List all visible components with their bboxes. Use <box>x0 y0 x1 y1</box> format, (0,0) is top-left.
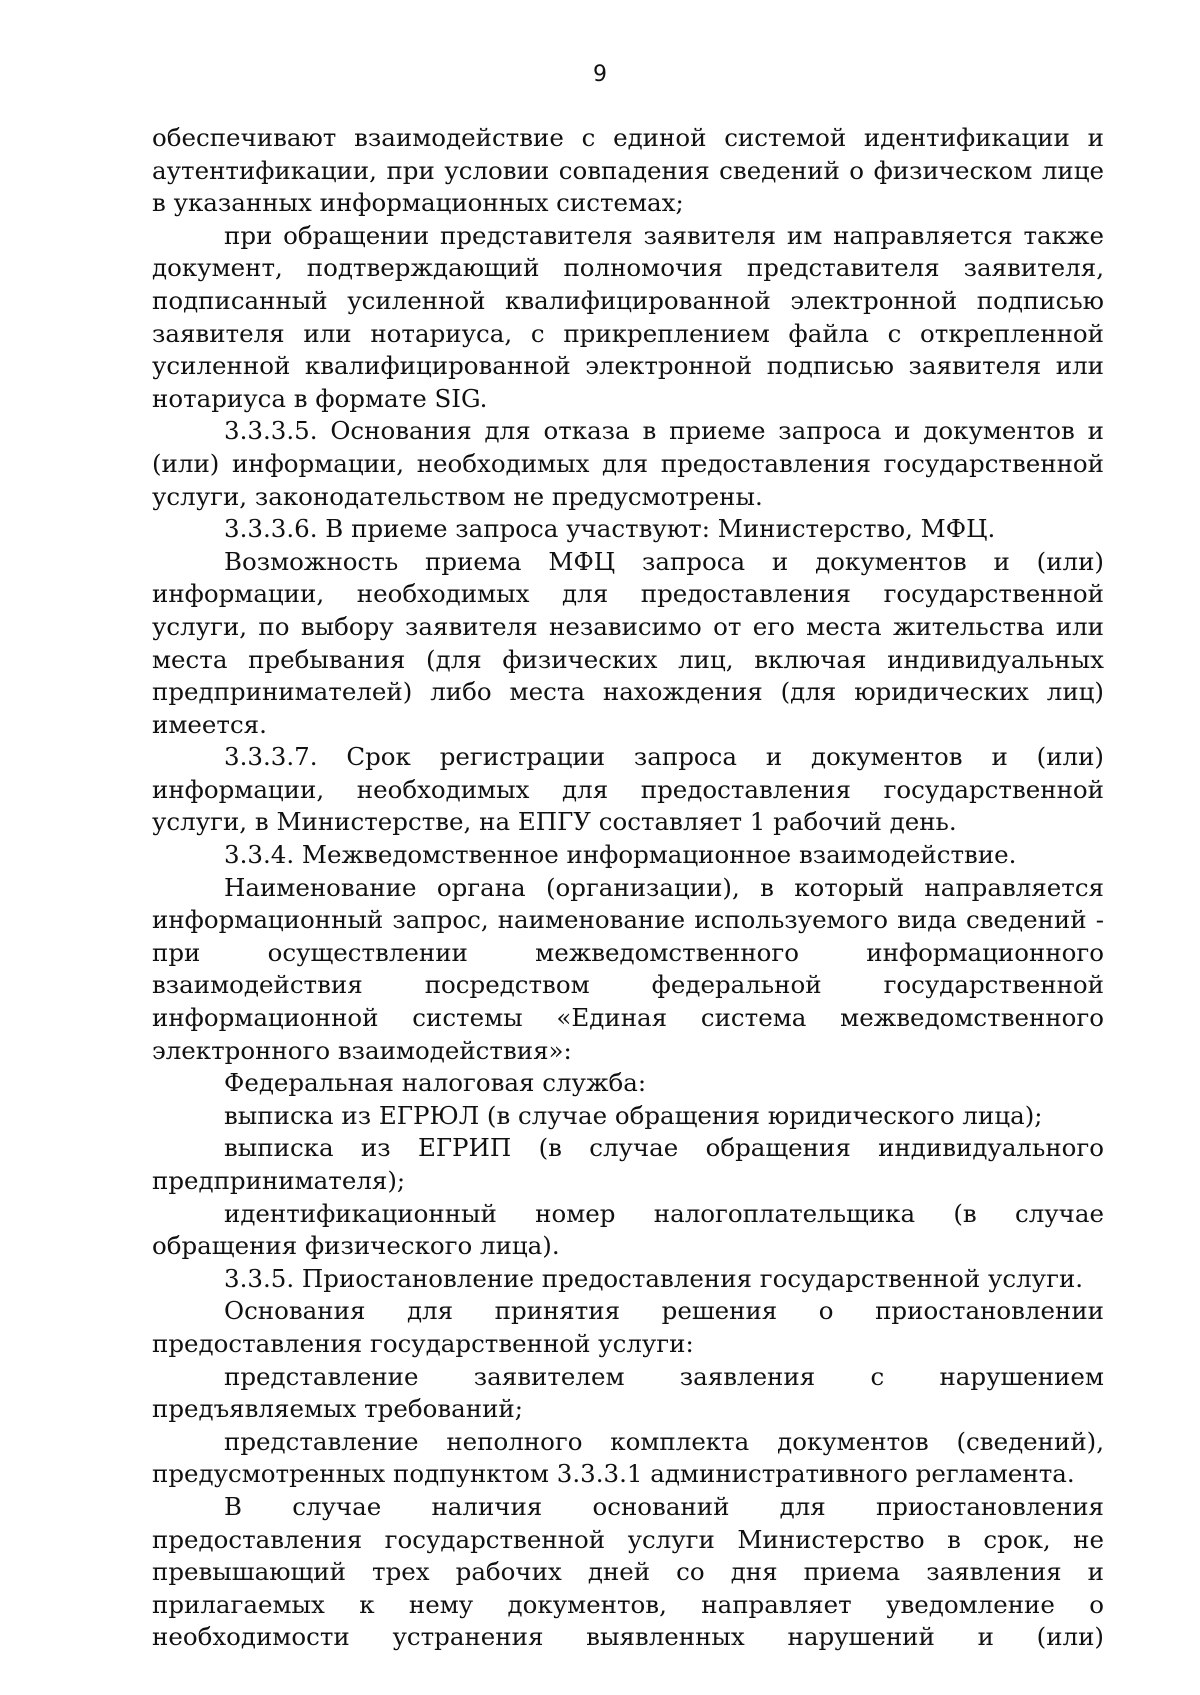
document-body <box>152 122 1104 1654</box>
paragraph: выписка из ЕГРИП (в случае обращения индивидуального предпринимателя); <box>152 1133 1104 1195</box>
page-number: 9 <box>593 62 607 87</box>
paragraph: Наименование органа (организации), в который направляется информационный запрос, наименование используемого вида сведений - при осуществлении межведомственного информационного взаимодействия посредством федеральной государственной информационной системы «Единая система межведомственного электронного взаимодействия»: <box>152 872 1104 1065</box>
paragraph: В случае наличия оснований для приостановления предоставления государственной услуги Министерство в срок, не превышающий трех рабочих дней со дня приема заявления и прилагаемых к нему документов, направляет уведомление о необходимости устранения выявленных нарушений и (или) <box>152 1491 1104 1652</box>
paragraph: обеспечивают взаимодействие с единой системой идентификации и аутентификации, при условии совпадения сведений о физическом лице в указанных информационных системах; <box>152 123 1104 218</box>
paragraph: идентификационный номер налогоплательщика (в случае обращения физического лица). <box>152 1198 1104 1261</box>
paragraph: 3.3.4. Межведомственное информационное взаимодействие. <box>224 840 1017 870</box>
paragraph: 3.3.3.7. Срок регистрации запроса и документов и (или) информации, необходимых для предоставления государственной услуги, в Министерстве, на ЕПГУ составляет 1 рабочий день. <box>152 742 1104 837</box>
paragraph: Основания для принятия решения о приостановлении предоставления государственной услуги: <box>152 1296 1104 1358</box>
paragraph: представление неполного комплекта документов (сведений), предусмотренных подпунктом 3.3.3.1 административного регламента. <box>152 1426 1104 1489</box>
paragraph: выписка из ЕГРЮЛ (в случае обращения юридического лица); <box>224 1100 1043 1130</box>
paragraph: при обращении представителя заявителя им направляется также документ, подтверждающий полномочия представителя заявителя, подписанный усиленной квалифицированной электронной подписью заявителя или нотариуса, с прикреплением файла с открепленной усиленной квалифицированной электронной подписью заявителя или нотариуса в формате SIG. <box>152 220 1104 413</box>
paragraph: Федеральная налоговая служба: <box>224 1068 647 1098</box>
paragraph: Возможность приема МФЦ запроса и документов и (или) информации, необходимых для предоставления государственной услуги, по выбору заявителя независимо от его места жительства или места пребывания (для физических лиц, включая индивидуальных предпринимателей) либо места нахождения (для юридических лиц) имеется. <box>152 546 1104 739</box>
paragraph: 3.3.3.5. Основания для отказа в приеме запроса и документов и (или) информации, необходимых для предоставления государственной услуги, законодательством не предусмотрены. <box>152 416 1104 511</box>
paragraph: представление заявителем заявления с нарушением предъявляемых требований; <box>152 1361 1104 1424</box>
paragraph: 3.3.5. Приостановление предоставления государственной услуги. <box>224 1263 1084 1293</box>
paragraph: 3.3.3.6. В приеме запроса участвуют: Министерство, МФЦ. <box>224 514 996 544</box>
